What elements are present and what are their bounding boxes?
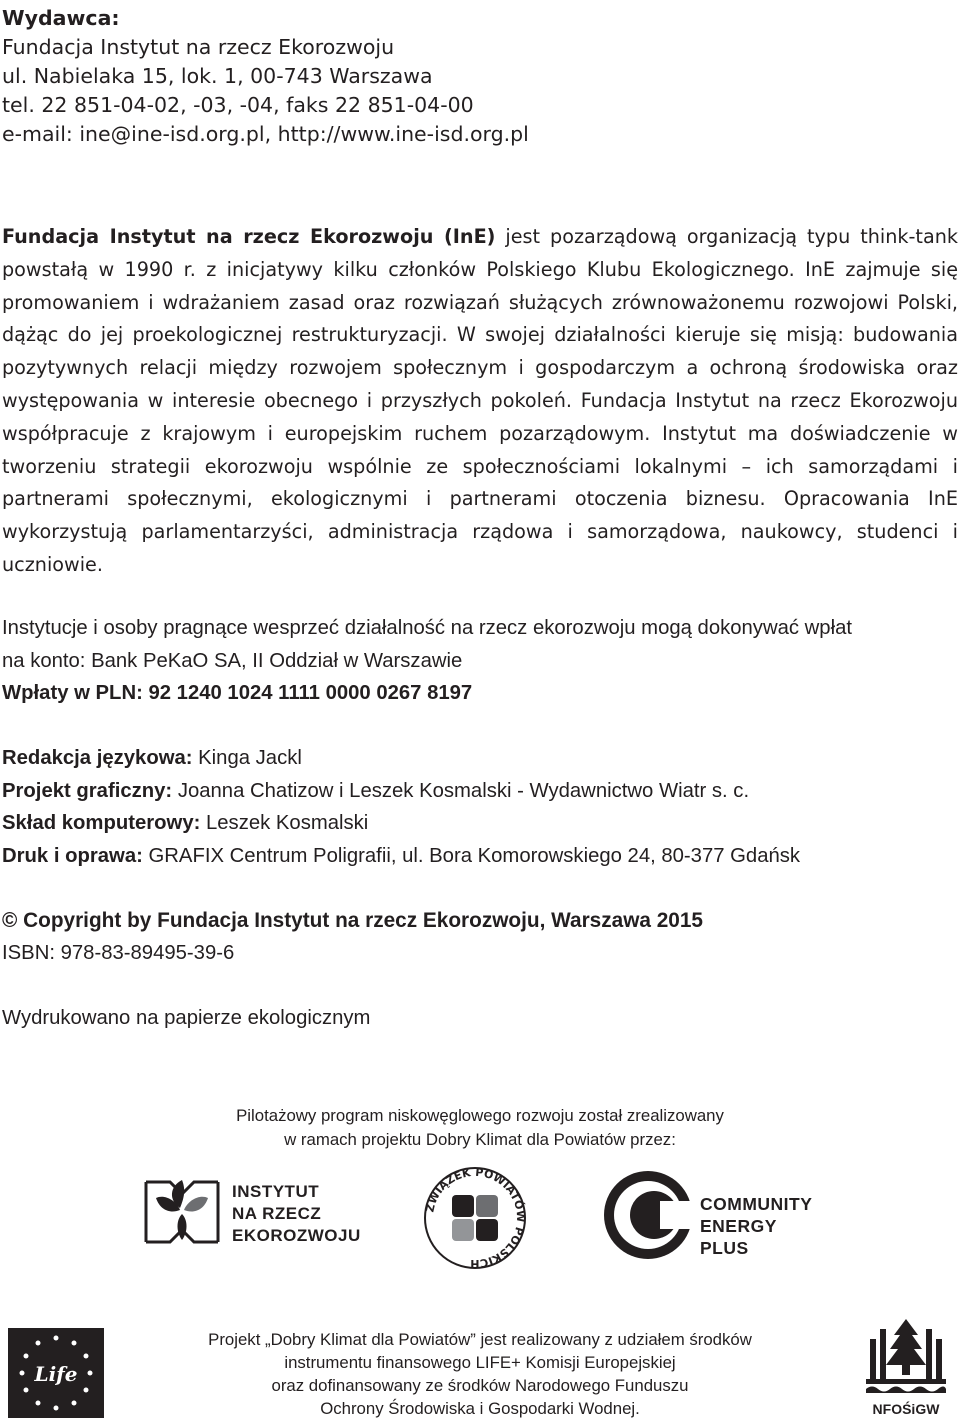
credit-label: Skład komputerowy: [2,812,201,834]
svg-text:ZWIĄZEK POWIATÓW POLSKICH [423,1166,527,1270]
credit-printing [2,842,800,871]
publisher-address: ul. Nabielaka 15, lok. 1, 00-743 Warszawa [2,64,433,88]
footer-line-1: Projekt „Dobry Klimat dla Powiatów” jest realizowany z udziałem środków [208,1330,752,1349]
community-energy-plus-logo-icon [600,1165,692,1265]
credit-value: Leszek Kosmalski [200,812,369,834]
copyright: © Copyright by Fundacja Instytut na rzecz Ekorozwoju, Warszawa 2015 [2,909,704,932]
footer-line-4: Ochrony Środowiska i Gospodarki Wodnej. [320,1399,640,1418]
description-paragraph [2,221,958,582]
credit-language-editor [2,744,302,773]
ine-logo-line-1: INSTYTUT [232,1182,320,1201]
pilot-line-1: Pilotażowy program niskowęglowego rozwoju został zrealizowany [236,1106,724,1125]
zpp-ring-text: ZWIĄZEK POWIATÓW POLSKICH [423,1165,528,1271]
description-text: jest pozarządową organizacją typu think-tank powstałą w 1990 r. z inicjatywy kilku członków Polskiego Klubu Ekologicznego. InE zajmuje się promowaniem i wdrażaniem zasad oraz rozwiązań służących zrównoważonemu rozwojowi Polski, dążąc do jej proekologicznej restrukturyzacji. W swojej działalności kieruje się misją: budowania pozytywnych relacji między rozwojem społecznym i gospodarczym a ochroną środowiska oraz występowania w interesie obecnego i przyszłych pokoleń. Fundacja Instytut na rzecz Ekorozwoju współpracuje z krajowym i europejskim ruchem pozarządowym. Instytut ma doświadczenie w tworzeniu strategii ekorozwoju wspólnie ze społecznościami lokalnymi – ich samorządami i partnerami społecznymi, ekologicznymi i partnerami otoczenia biznesu. Opracowania InE wykorzystują parlamentarzyści, administracja rządowa i samorządowa, naukowcy, studenci i uczniowie. [2,225,958,576]
cep-logo [600,1165,830,1265]
eco-print-note: Wydrukowano na papierze ekologicznym [2,1007,371,1029]
ine-leaf-logo-icon [140,1170,224,1255]
nfosigw-logo-text: NFOŚiGW [872,1401,940,1417]
credit-typesetting [2,809,368,838]
credit-value: Joanna Chatizow i Leszek Kosmalski - Wydawnictwo Wiatr s. c. [172,780,750,802]
nfosigw-logo [856,1315,956,1419]
credit-label: Redakcja językowa: [2,747,193,769]
donation-line-1: Instytucje i osoby pragnące wesprzeć działalność na rzecz ekorozwoju mogą dokonywać wpłat [2,617,852,639]
credit-graphic-design [2,777,749,806]
isbn: ISBN: 978-83-89495-39-6 [2,942,235,964]
publisher-name: Fundacja Instytut na rzecz Ekorozwoju [2,35,395,59]
ine-logo [140,1170,370,1255]
description-lead: Fundacja Instytut na rzecz Ekorozwoju (InE) [2,225,496,248]
life-logo-text: Life [34,1362,78,1386]
donation-account: Wpłaty w PLN: 92 1240 1024 1111 0000 0267 8197 [2,682,473,704]
nfosigw-logo-icon [856,1315,956,1401]
publisher-contact: e-mail: ine@ine-isd.org.pl, http://www.ine-isd.org.pl [2,122,529,146]
zwiazek-powiatow-polskich-logo-icon [420,1163,530,1273]
pilot-line-2: w ramach projektu Dobry Klimat dla Powiatów przez: [284,1130,676,1149]
footer-line-3: oraz dofinansowany ze środków Narodowego Funduszu [271,1376,689,1395]
ine-logo-line-2: NA RZECZ [232,1204,322,1223]
credit-value: GRAFIX Centrum Poligrafii, ul. Bora Komorowskiego 24, 80-377 Gdańsk [142,845,801,867]
cep-logo-line-1: COMMUNITY [700,1194,813,1214]
credit-value: Kinga Jackl [192,747,302,769]
credit-label: Projekt graficzny: [2,780,173,802]
publisher-heading: Wydawca: [2,6,120,30]
credit-label: Druk i oprawa: [2,845,143,867]
publisher-phone: tel. 22 851-04-02, -03, -04, faks 22 851-04-00 [2,93,474,117]
ine-logo-line-3: EKOROZWOJU [232,1226,361,1245]
zpp-logo [420,1163,530,1273]
footer-line-2: instrumentu finansowego LIFE+ Komisji Europejskiej [284,1353,676,1372]
cep-logo-line-2: ENERGY PLUS [700,1216,777,1258]
donation-line-2: na konto: Bank PeKaO SA, II Oddział w Warszawie [2,650,463,672]
